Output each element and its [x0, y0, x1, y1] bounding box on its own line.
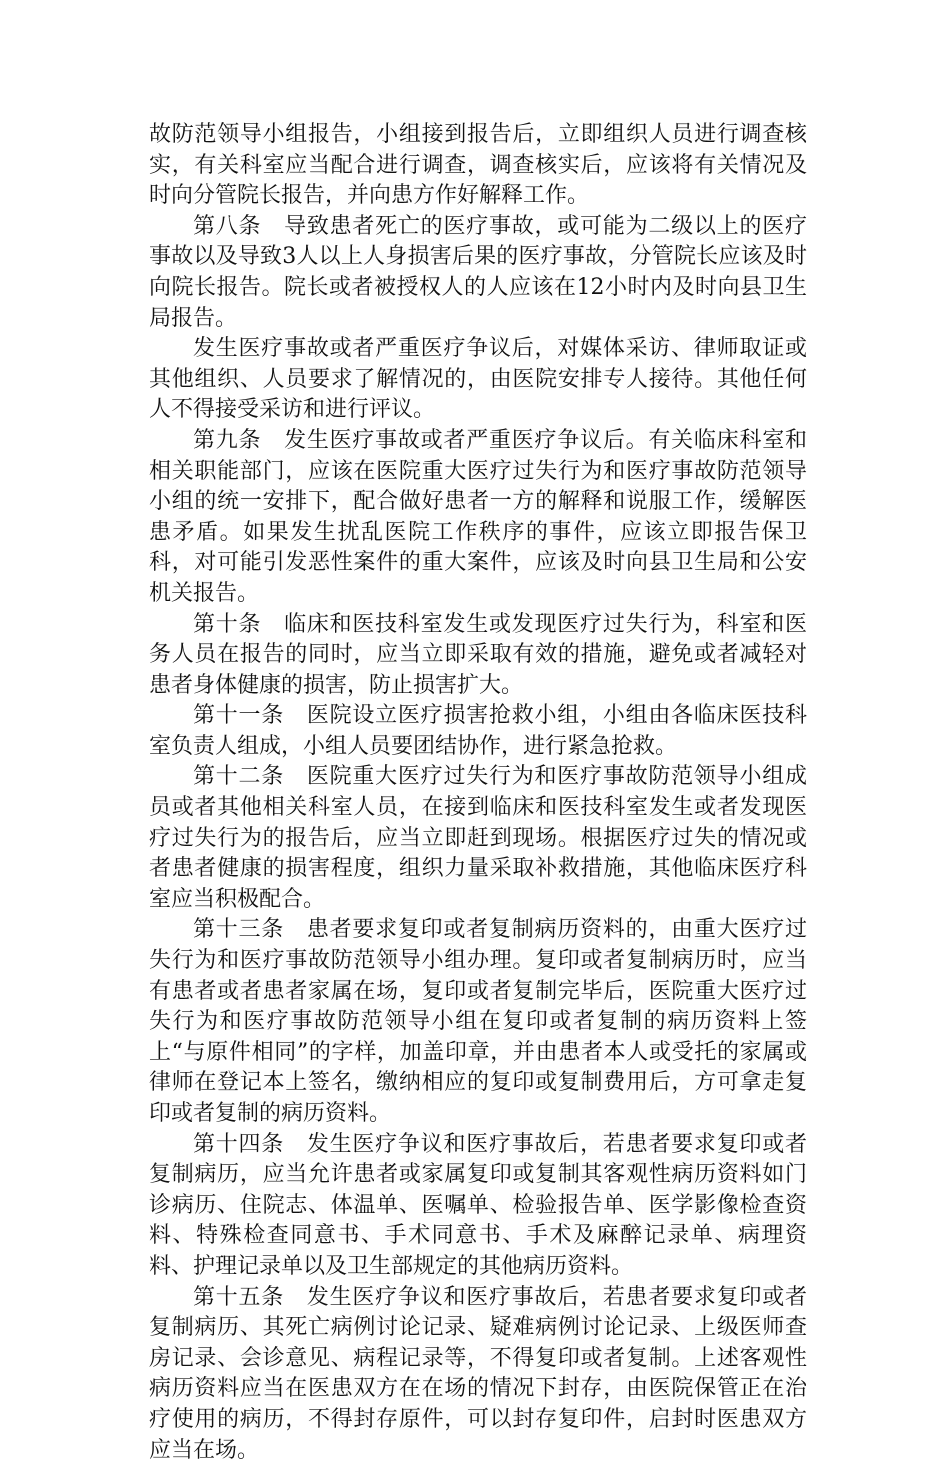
document-page: [149, 120, 807, 1466]
paragraph-article-14: 第十四条 发生医疗争议和医疗事故后，若患者要求复印或者复制病历，应当允许患者或家属复印或复制其客观性病历资料如门诊病历、住院志、体温单、医嘱单、检验报告单、医学影像检查资料、特殊检查同意书、手术同意书、手术及麻醉记录单、病理资料、护理记录单以及卫生部规定的其他病历资料。: [149, 1131, 807, 1279]
paragraph-article-15: 第十五条 发生医疗争议和医疗事故后，若患者要求复印或者复制病历、其死亡病例讨论记录、疑难病例讨论记录、上级医师查房记录、会诊意见、病程记录等，不得复印或者复制。上述客观性病历资料应当在医患双方在在场的情况下封存，由医院保管正在治疗使用的病历，不得封存原件，可以封存复印件，启封时医患双方应当在场。: [149, 1284, 807, 1463]
paragraph-article-13: 第十三条 患者要求复印或者复制病历资料的，由重大医疗过失行为和医疗事故防范领导小组办理。复印或者复制病历时，应当有患者或者患者家属在场，复印或者复制完毕后，医院重大医疗过失行为和医疗事故防范领导小组在复印或者复制的病历资料上签上“与原件相同”的字样，加盖印章，并由患者本人或受托的家属或律师在登记本上签名，缴纳相应的复印或复制费用后，方可拿走复印或者复制的病历资料。: [149, 917, 807, 1126]
paragraph-article-11: 第十一条 医院设立医疗损害抢救小组，小组由各临床医技科室负责人组成，小组人员要团结协作，进行紧急抢救。: [149, 703, 807, 759]
paragraph-article-9: 第九条 发生医疗事故或者严重医疗争议后。有关临床科室和相关职能部门，应该在医院重大医疗过失行为和医疗事故防范领导小组的统一安排下，配合做好患者一方的解释和说服工作，缓解医患矛盾。如果发生扰乱医院工作秩序的事件，应该立即报告保卫科，对可能引发恶性案件的重大案件，应该及时向县卫生局和公安机关报告。: [149, 427, 807, 606]
paragraph-article-10: 第十条 临床和医技科室发生或发现医疗过失行为，科室和医务人员在报告的同时，应当立即采取有效的措施，避免或者减轻对患者身体健康的损害，防止损害扩大。: [149, 611, 807, 698]
paragraph-media-interview: 发生医疗事故或者严重医疗争议后，对媒体采访、律师取证或其他组织、人员要求了解情况的，由医院安排专人接待。其他任何人不得接受采访和进行评议。: [149, 336, 807, 423]
paragraph-article-8: 第八条 导致患者死亡的医疗事故，或可能为二级以上的医疗事故以及导致3人以上人身损害后果的医疗事故，分管院长应该及时向院长报告。院长或者被授权人的人应该在12小时内及时向县卫生局报告。: [149, 213, 807, 331]
paragraph-continuation: 故防范领导小组报告，小组接到报告后，立即组织人员进行调查核实，有关科室应当配合进行调查，调查核实后，应该将有关情况及时向分管院长报告，并向患方作好解释工作。: [149, 122, 807, 209]
paragraph-article-12: 第十二条 医院重大医疗过失行为和医疗事故防范领导小组成员或者其他相关科室人员，在接到临床和医技科室发生或者发现医疗过失行为的报告后，应当立即赶到现场。根据医疗过失的情况或者患者健康的损害程度，组织力量采取补救措施，其他临床医疗科室应当积极配合。: [149, 764, 807, 912]
